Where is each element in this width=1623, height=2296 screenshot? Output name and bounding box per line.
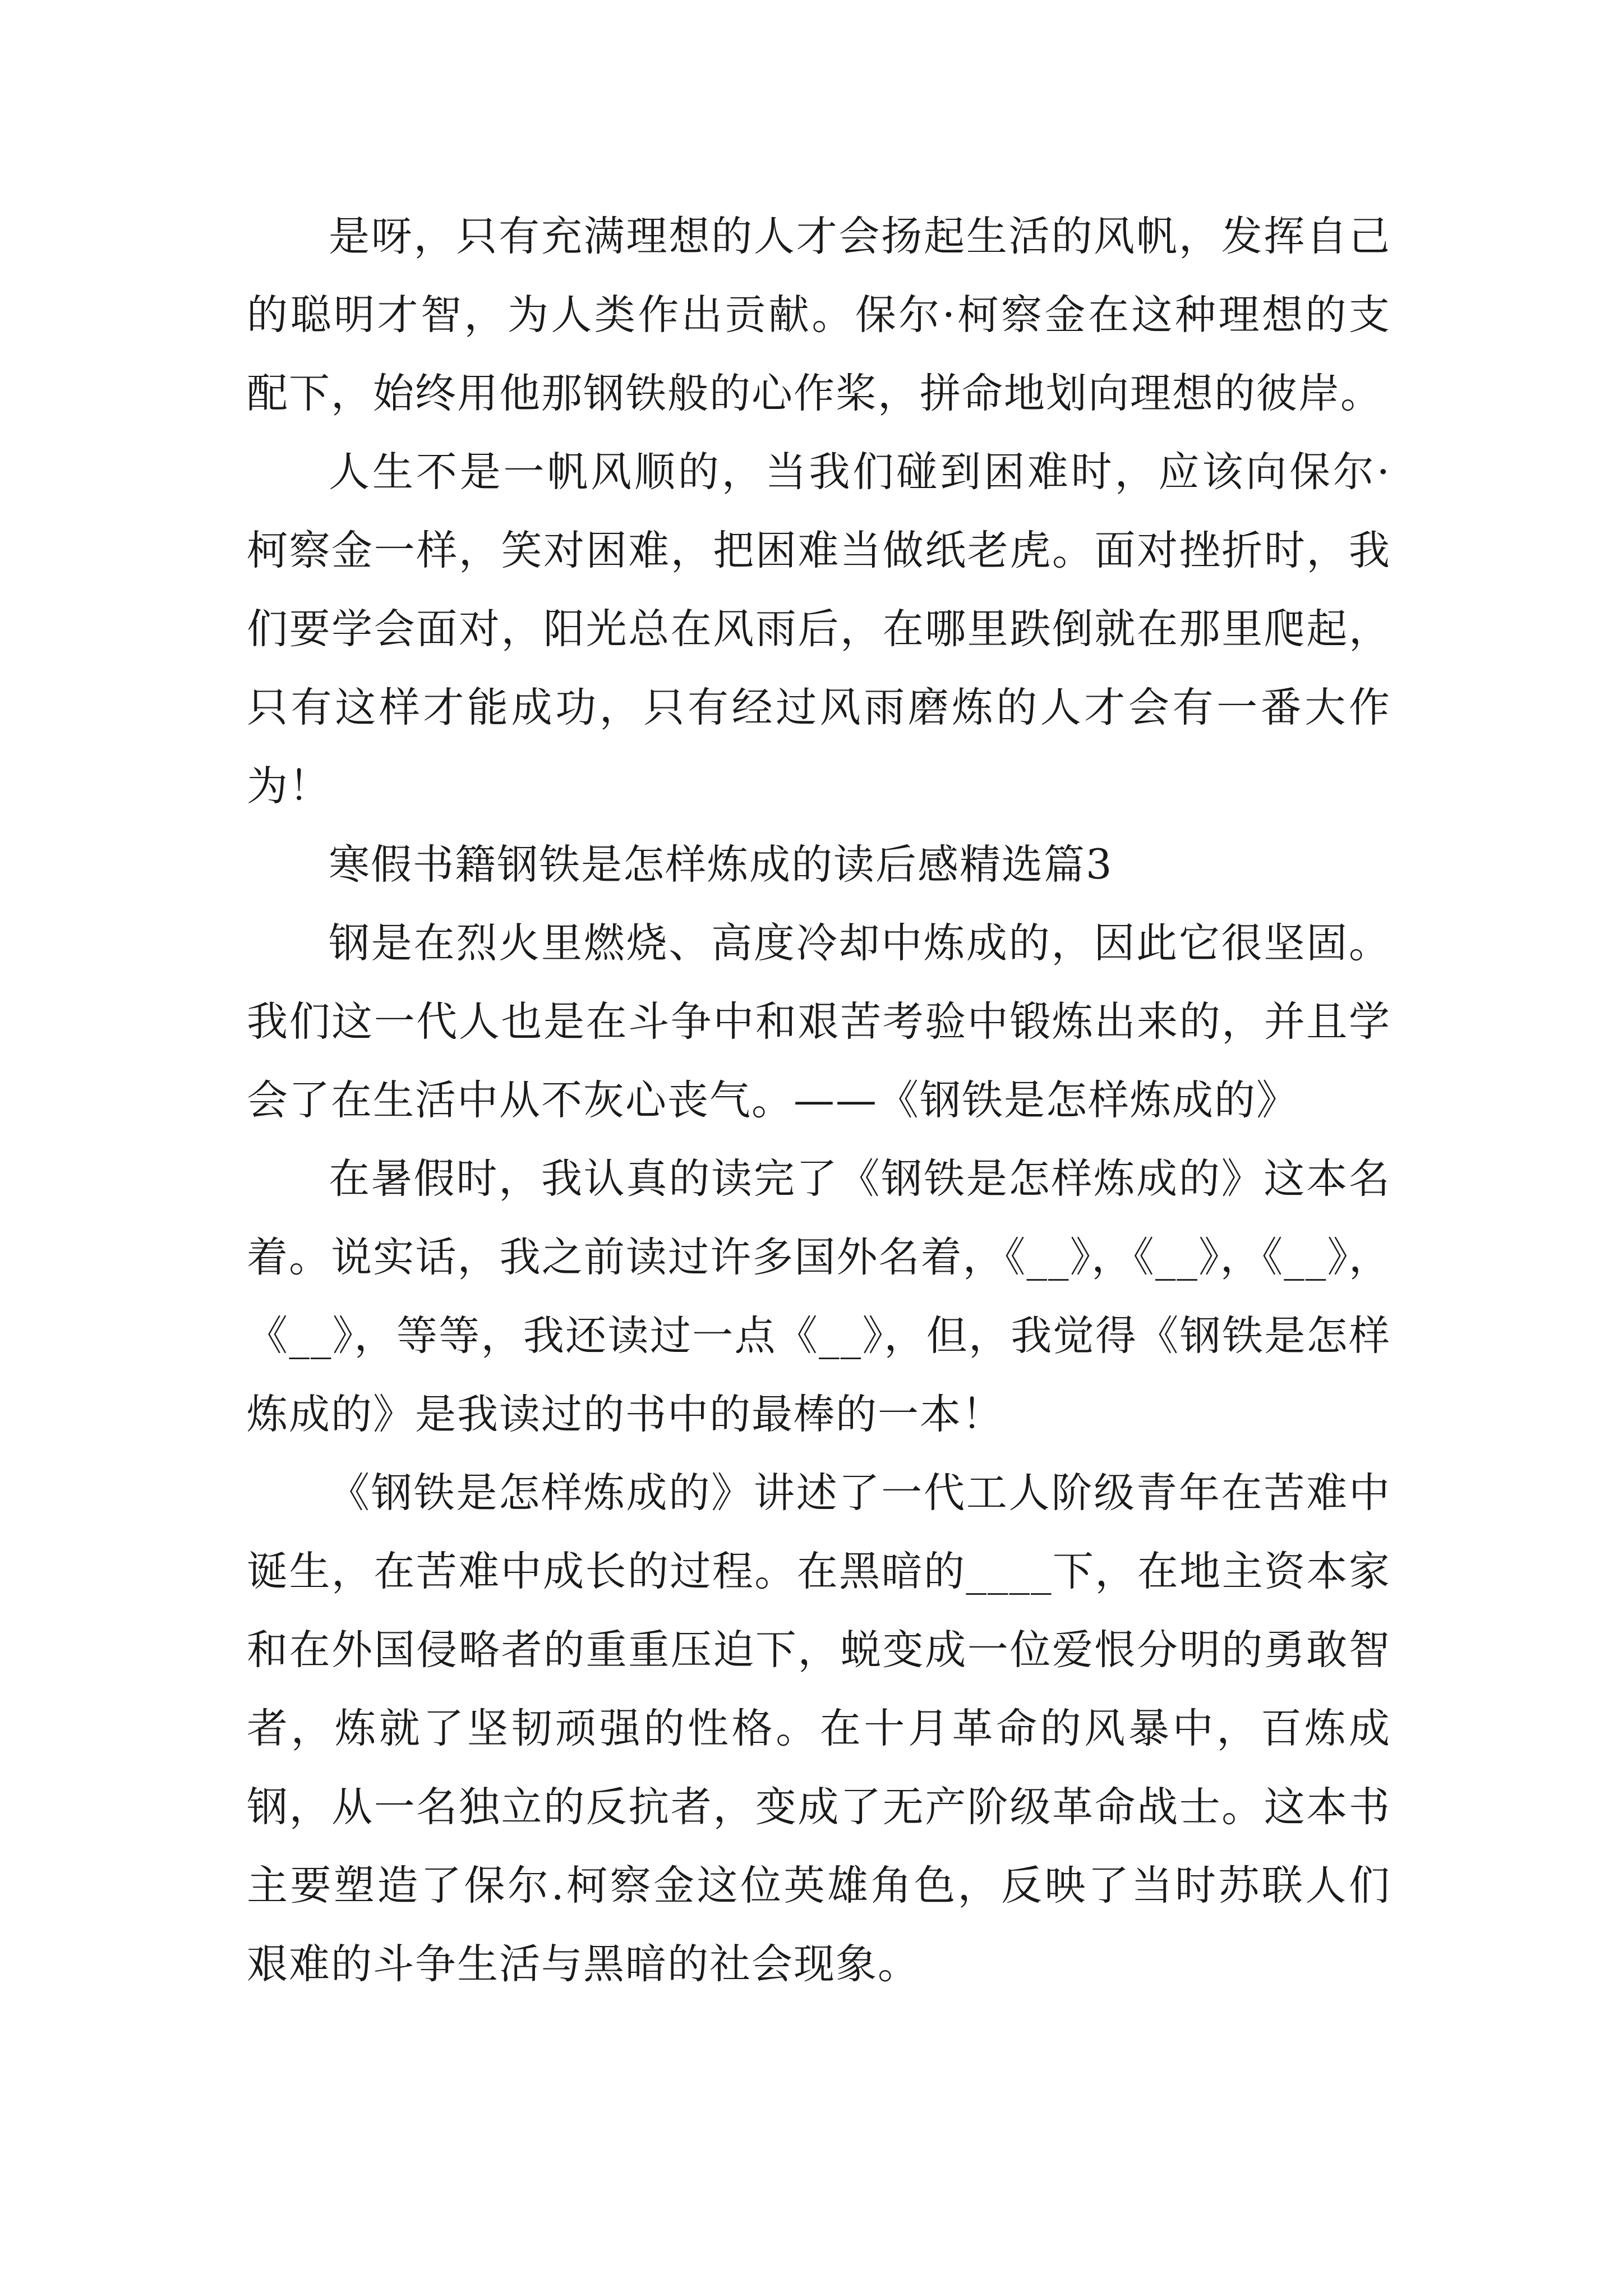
paragraph: 《钢铁是怎样炼成的》讲述了一代工人阶级青年在苦难中诞生，在苦难中成长的过程。在黑暗的____下，在地主资本家和在外国侵略者的重重压迫下，蜕变成一位爱恨分明的勇敢智者，炼就了坚韧顽强的性格。在十月革命的风暴中，百炼成钢，从一名独立的反抗者，变成了无产阶级革命战士。这本书主要塑造了保尔.柯察金这位英雄角色，反映了当时苏联人们艰难的斗争生活与黑暗的社会现象。 <box>247 1469 1391 1988</box>
paragraph: 钢是在烈火里燃烧、高度冷却中炼成的，因此它很坚固。我们这一代人也是在斗争中和艰苦考验中锻炼出来的，并且学会了在生活中从不灰心丧气。——《钢铁是怎样炼成的》 <box>247 919 1391 1124</box>
document-body <box>247 197 1391 2004</box>
paragraph: 是呀，只有充满理想的人才会扬起生活的风帆，发挥自己的聪明才智，为人类作出贡献。保尔·柯察金在这种理想的支配下，始终用他那钢铁般的心作桨，拼命地划向理想的彼岸。 <box>247 213 1391 417</box>
section-heading: 寒假书籍钢铁是怎样炼成的读后感精选篇3 <box>329 841 1113 889</box>
paragraph: 人生不是一帆风顺的，当我们碰到困难时，应该向保尔·柯察金一样，笑对困难，把困难当做纸老虎。面对挫折时，我们要学会面对，阳光总在风雨后，在哪里跌倒就在那里爬起，只有这样才能成功，只有经过风雨磨炼的人才会有一番大作为！ <box>247 448 1391 810</box>
paragraph: 在暑假时，我认真的读完了《钢铁是怎样炼成的》这本名着。说实话，我之前读过许多国外名着，《__》，《__》，《__》，《__》，等等，我还读过一点《__》，但，我觉得《钢铁是怎样炼成的》是我读过的书中的最棒的一本！ <box>247 1155 1391 1438</box>
